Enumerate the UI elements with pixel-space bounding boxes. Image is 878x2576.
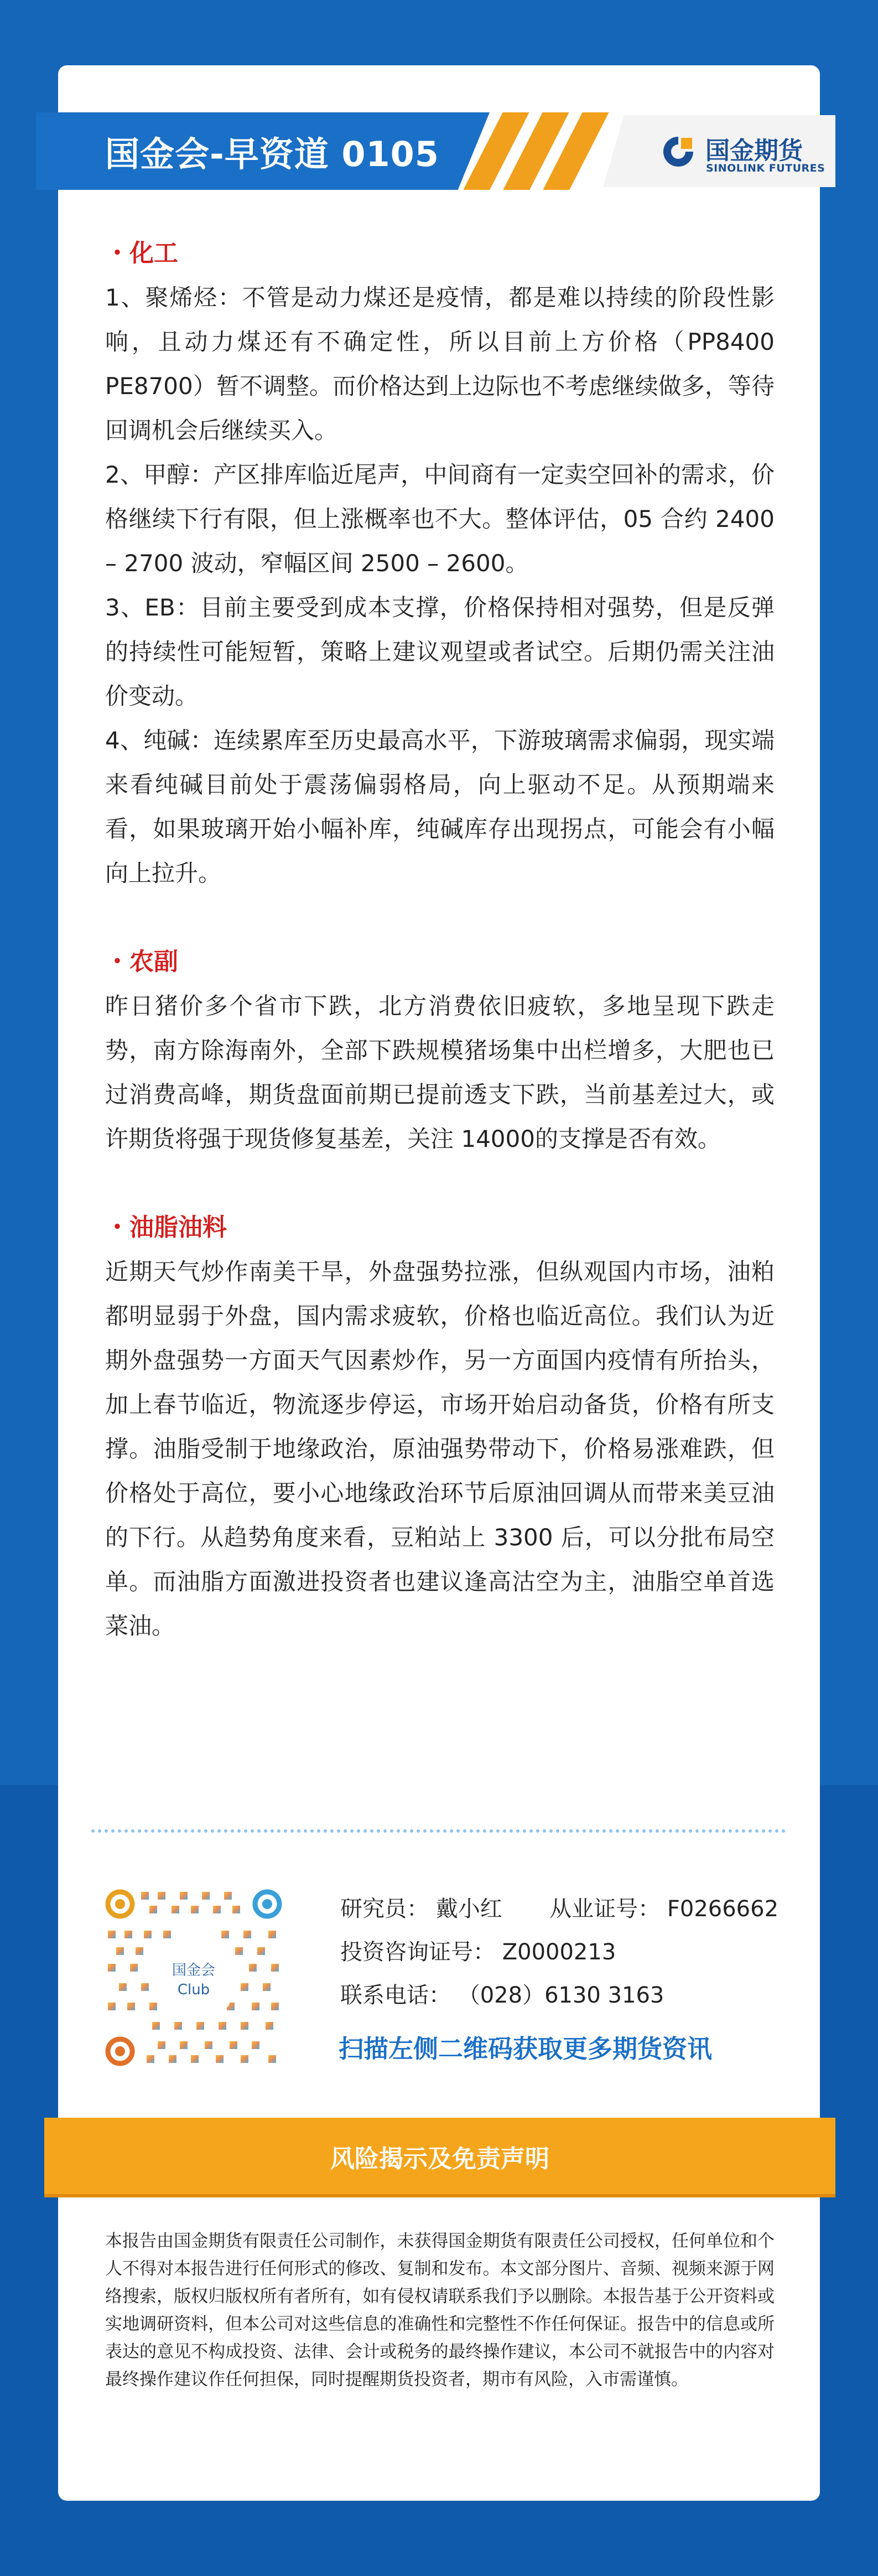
section-paragraph: 3、EB：目前主要受到成本支撑，价格保持相对强势，但是反弹的持续性可能短暂，策略上建议观望或者试空。后期仍需关注油价变动。: [105, 594, 775, 710]
logo-text-en: SINOLINK FUTURES: [706, 162, 825, 174]
contact-info: [340, 1887, 778, 2017]
scan-hint: 扫描左侧二维码获取更多期货资讯: [339, 2034, 713, 2063]
report-body: [105, 231, 775, 1648]
qr-label: Club: [177, 1982, 210, 1998]
disclaimer-text: 本报告由国金期货有限责任公司制作，未获得国金期货有限责任公司授权，任何单位和个人不得对本报告进行任何形式的修改、复制和发布。本文部分图片、音频、视频来源于网络搜索，版权归版权所有者所有，如有侵权请联系我们予以删除。本报告基于公开资料或实地调研资料，但本公司对这些信息的准确性和完整性不作任何保证。报告中的信息或所表达的意见不构成投资、法律、会计或税务的最终操作建议，本公司不就报告中的内容对最终操作建议作任何担保，同时提醒期货投资者，期市有风险，入市需谨慎。: [105, 2231, 775, 2389]
section-paragraph: 1、聚烯烃：不管是动力煤还是疫情，都是难以持续的阶段性影响，且动力煤还有不确定性，所以目前上方价格（PP8400 PE8700）暂不调整。而价格达到上边际也不考虑继续做多，等待回调机会后继续买入。: [105, 284, 775, 444]
section-heading: ・化工: [105, 239, 178, 267]
researcher-line: [340, 1887, 778, 1931]
consult-label: 投资咨询证号：: [340, 1939, 495, 1965]
sinolink-logo-icon: [661, 135, 695, 169]
phone-label: 联系电话：: [340, 1983, 451, 2008]
researcher-label: 研究员：: [340, 1896, 429, 1922]
phone-number: （028）6130 3163: [458, 1983, 664, 2008]
section-gap: [105, 1161, 775, 1206]
section-paragraph: 4、纯碱：连续累库至历史最高水平，下游玻璃需求偏弱，现实端来看纯碱目前处于震荡偏弱格局，向上驱动不足。从预期端来看，如果玻璃开始小幅补库，纯碱库存出现拐点，可能会有小幅向上拉升。: [105, 727, 775, 887]
section-agricultural: [105, 940, 775, 1161]
logo-text-cn: 国金期货: [705, 137, 803, 165]
consult-number: Z0000213: [502, 1939, 616, 1965]
section-heading: ・农副: [105, 948, 178, 976]
section-heading: ・油脂油料: [105, 1213, 227, 1242]
page-title: 国金会-早资道 0105: [105, 134, 439, 174]
qr-label: 国金会: [172, 1962, 216, 1979]
phone-line: [340, 1974, 778, 2017]
section-paragraph: 近期天气炒作南美干旱，外盘强势拉涨，但纵观国内市场，油粕都明显弱于外盘，国内需求疲软，价格也临近高位。我们认为近期外盘强势一方面天气因素炒作，另一方面国内疫情有所抬头，加上春节临近，物流逐步停运，市场开始启动备货，价格有所支撑。油脂受制于地缘政治，原油强势带动下，价格易涨难跌，但价格处于高位，要小心地缘政治环节后原油回调从而带来美豆油的下行。从趋势角度来看，豆粕站上 3300 后，可以分批布局空单。而油脂方面激进投资者也建议逢高沽空为主，油脂空单首选菜油。: [105, 1258, 775, 1639]
license-label: 从业证号：: [549, 1896, 661, 1922]
license-number: F0266662: [667, 1896, 779, 1922]
consult-line: [340, 1931, 778, 1974]
section-paragraph: 昨日猪价多个省市下跌，北方消费依旧疲软，多地呈现下跌走势，南方除海南外，全部下跌规模猪场集中出栏增多，大肥也已过消费高峰，期货盘面前期已提前透支下跌，当前基差过大，或许期货将强于现货修复基差，关注 14000的支撑是否有效。: [105, 992, 775, 1152]
header-banner: [36, 112, 841, 190]
dotted-divider: [91, 1829, 786, 1833]
section-chemical: [105, 231, 775, 896]
section-gap: [105, 896, 775, 940]
section-paragraph: 2、甲醇：产区排库临近尾声，中间商有一定卖空回补的需求，价格继续下行有限，但上涨概率也不大。整体评估，05 合约 2400 – 2700 波动，窄幅区间 2500 – 2600。: [105, 461, 775, 577]
researcher-name: 戴小红: [435, 1896, 502, 1922]
section-oils: [105, 1206, 775, 1648]
risk-disclosure-banner: [44, 2118, 835, 2194]
qr-code[interactable]: [102, 1886, 285, 2069]
risk-disclosure-title: 风险揭示及免责声明: [330, 2145, 549, 2173]
